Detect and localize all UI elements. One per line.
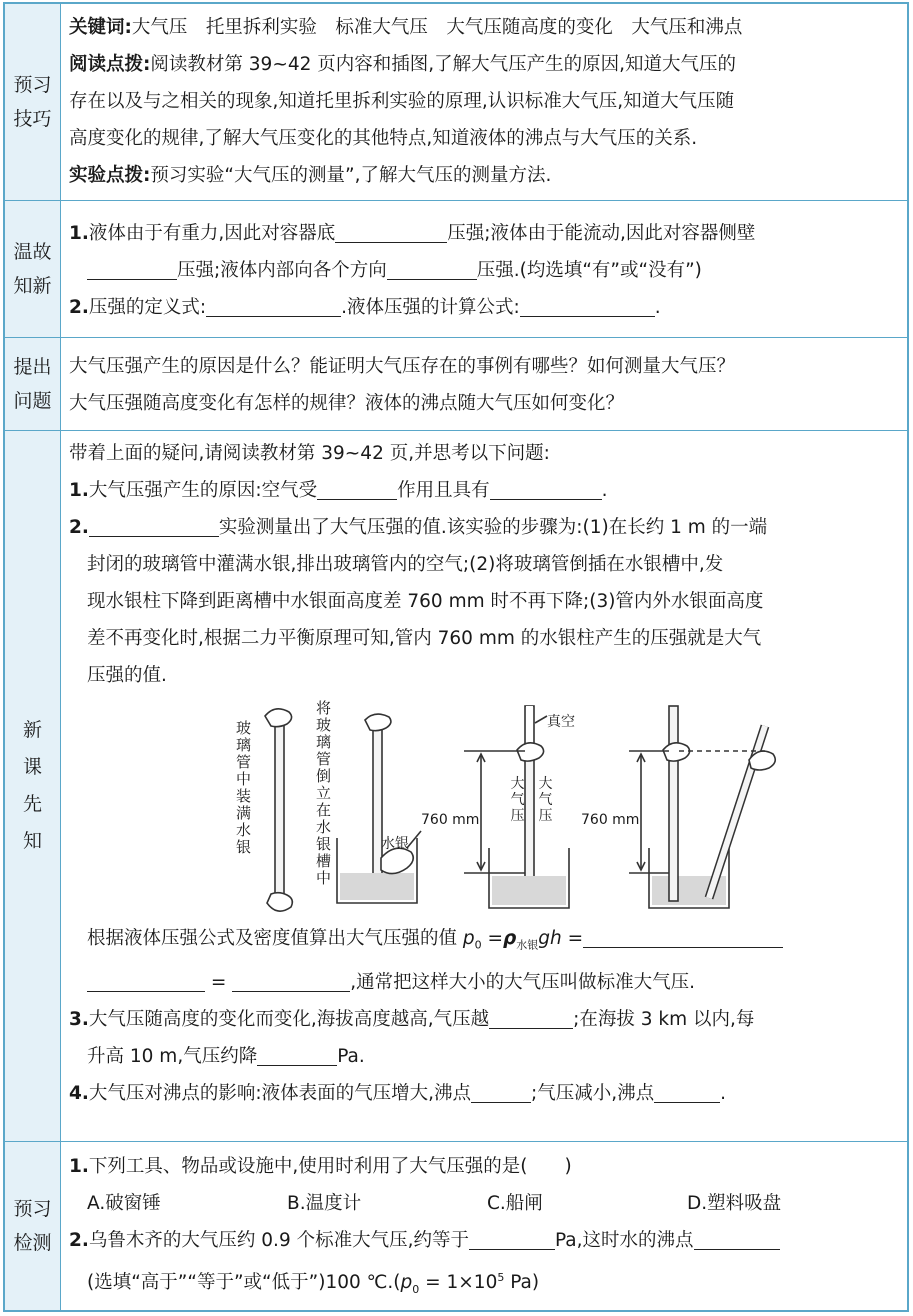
text: Pa,这时水的沸点 <box>554 1230 694 1251</box>
subscript: 0 <box>412 1282 420 1296</box>
text: . <box>720 1082 727 1104</box>
hand-icon <box>365 714 391 731</box>
reading-line: 阅读教材第 39~42 页内容和插图,了解大气压产生的原因,知道大气压的 <box>150 54 737 75</box>
keywords-heading: 关键词: <box>69 17 132 38</box>
text: 压强的定义式: <box>88 297 207 318</box>
section-label <box>5 338 61 430</box>
label-text: 预习检测 <box>13 1198 52 1254</box>
experiment-text: 预习实验“大气压的测量”,了解大气压的测量方法. <box>150 165 552 186</box>
glass-tube-1 <box>275 718 284 903</box>
text: = <box>205 971 233 993</box>
hand-icon <box>663 743 690 761</box>
question-number: 3. <box>69 1008 89 1030</box>
text: 现水银柱下降到距离槽中水银面高度差 760 mm 时不再下降;(3)管内外水银面高度 <box>87 591 764 612</box>
answer-blank[interactable] <box>89 512 219 537</box>
text: = 1×10 <box>419 1272 498 1294</box>
answer-blank[interactable] <box>87 967 205 992</box>
text: 作用且具有 <box>397 480 490 501</box>
answer-blank[interactable] <box>654 1078 720 1103</box>
answer-blank[interactable] <box>471 1078 531 1103</box>
caption-invert-tube: 将玻璃管倒立在水银槽中 <box>315 699 331 887</box>
question-number: 2. <box>69 297 89 318</box>
answer-blank[interactable] <box>317 475 397 500</box>
hand-icon <box>517 743 544 761</box>
option-c[interactable]: C.船闸 <box>487 1193 543 1214</box>
question-number: 4. <box>69 1082 89 1104</box>
reading-line: 存在以及与之相关的现象,知道托里拆利实验的原理,认识标准大气压,知道大气压随 <box>69 91 735 112</box>
answer-blank[interactable] <box>232 967 350 992</box>
hand-icon <box>265 709 292 727</box>
symbol: ρ <box>503 928 517 949</box>
text: 根据液体压强公式及密度值算出大气压强的值 <box>87 928 463 949</box>
text: . <box>654 297 661 318</box>
symbol: gh <box>538 928 562 949</box>
label-text: 提出问题 <box>13 356 52 412</box>
section-questions <box>5 338 907 431</box>
option-d[interactable]: D.塑料吸盘 <box>687 1193 782 1214</box>
subscript: 0 <box>474 938 482 952</box>
label-text: 温故知新 <box>13 241 52 297</box>
text: 压强的值. <box>87 665 167 686</box>
text: 大气压强产生的原因:空气受 <box>88 480 318 501</box>
answer-blank[interactable] <box>490 475 602 500</box>
text: .液体压强的计算公式: <box>341 297 520 318</box>
question-number: 2. <box>69 517 89 538</box>
label-height-760: 760 mm <box>581 812 640 828</box>
hand-icon <box>267 893 292 911</box>
text: 液体由于有重力,因此对容器底 <box>88 223 336 244</box>
question-line: 大气压强随高度变化有怎样的规律？液体的沸点随大气压如何变化？ <box>69 393 625 414</box>
option-b[interactable]: B.温度计 <box>287 1193 362 1214</box>
text: = <box>561 928 584 949</box>
experiment-heading: 实验点拨: <box>69 165 151 186</box>
question-number: 1. <box>69 1156 89 1177</box>
section-label <box>5 431 61 1141</box>
text: 压强;液体内部向各个方向 <box>177 260 387 281</box>
answer-blank[interactable] <box>335 218 447 243</box>
section-label <box>5 4 61 200</box>
text: = <box>481 928 504 949</box>
glass-tube-4 <box>669 706 678 901</box>
label-atm-pressure: 大气压 <box>538 776 553 824</box>
text: 压强;液体由于能流动,因此对容器侧壁 <box>447 223 756 244</box>
label-height-760: 760 mm <box>421 812 480 828</box>
label-atm-pressure: 大气压 <box>510 776 525 824</box>
intro-text: 带着上面的疑问,请阅读教材第 39~42 页,并思考以下问题: <box>69 443 550 464</box>
text: Pa. <box>337 1045 365 1067</box>
label-text: 预习技巧 <box>13 74 52 130</box>
reading-heading: 阅读点拨: <box>69 54 151 75</box>
question-number: 2. <box>69 1230 89 1251</box>
section-new-lesson <box>5 431 907 1142</box>
answer-blank[interactable] <box>206 292 341 317</box>
text: 升高 10 m,气压约降 <box>87 1045 258 1067</box>
text: 乌鲁木齐的大气压约 0.9 个标准大气压,约等于 <box>88 1230 469 1251</box>
answer-blank[interactable] <box>520 292 655 317</box>
text: ,通常把这样大小的大气压叫做标准大气压. <box>350 971 696 993</box>
label-vacuum: 真空 <box>547 714 575 730</box>
answer-blank[interactable] <box>583 923 783 948</box>
text: . <box>601 480 608 501</box>
text: 大气压随高度的变化而变化,海拔高度越高,气压越 <box>88 1008 490 1030</box>
answer-blank[interactable] <box>257 1041 337 1066</box>
answer-blank[interactable] <box>469 1225 555 1250</box>
text: Pa) <box>504 1272 540 1294</box>
section-review <box>5 201 907 338</box>
superscript: 5 <box>497 1271 505 1284</box>
question-number: 1. <box>69 480 89 501</box>
section-preview-check <box>5 1142 907 1310</box>
symbol: p <box>462 928 475 949</box>
answer-blank[interactable] <box>489 1004 573 1029</box>
text: 差不再变化时,根据二力平衡原理可知,管内 760 mm 的水银柱产生的压强就是大气 <box>87 628 762 649</box>
question-line: 大气压强产生的原因是什么？能证明大气压存在的事例有哪些？如何测量大气压？ <box>69 356 736 377</box>
text: ;气压减小,沸点 <box>531 1082 655 1104</box>
text: 实验测量出了大气压强的值.该实验的步骤为:(1)在长约 1 m 的一端 <box>218 517 768 538</box>
text: 压强.(均选填“有”或“没有”) <box>476 260 702 281</box>
text: 下列工具、物品或设施中,使用时利用了大气压强的是( ) <box>88 1156 572 1177</box>
symbol: p <box>400 1272 413 1294</box>
answer-blank[interactable] <box>87 255 177 280</box>
section-label <box>5 201 61 337</box>
caption-fill-tube: 玻璃管中装满水银 <box>235 719 251 856</box>
section-label <box>5 1142 61 1310</box>
answer-blank[interactable] <box>387 255 477 280</box>
worksheet <box>3 2 909 1312</box>
subscript: 水银 <box>516 938 539 952</box>
reading-line: 高度变化的规律,了解大气压变化的其他特点,知道液体的沸点与大气压的关系. <box>69 128 698 149</box>
torricelli-figure <box>69 698 899 918</box>
text: 封闭的玻璃管中灌满水银,排出玻璃管内的空气;(2)将玻璃管倒插在水银槽中,发 <box>87 554 724 575</box>
text: ;在海拔 3 km 以内,每 <box>573 1008 755 1030</box>
answer-blank[interactable] <box>694 1225 780 1250</box>
option-a[interactable]: A.破窗锤 <box>87 1193 161 1214</box>
label-mercury: 水银 <box>381 836 409 852</box>
question-number: 1. <box>69 223 89 244</box>
label-text: 新课先知 <box>22 719 42 852</box>
text: (选填“高于”“等于”或“低于”)100 ℃.( <box>87 1272 401 1294</box>
section-preview-tips <box>5 4 907 201</box>
text: 大气压对沸点的影响:液体表面的气压增大,沸点 <box>88 1082 472 1104</box>
keywords: 大气压 托里拆利实验 标准大气压 大气压随高度的变化 大气压和沸点 <box>131 17 743 38</box>
